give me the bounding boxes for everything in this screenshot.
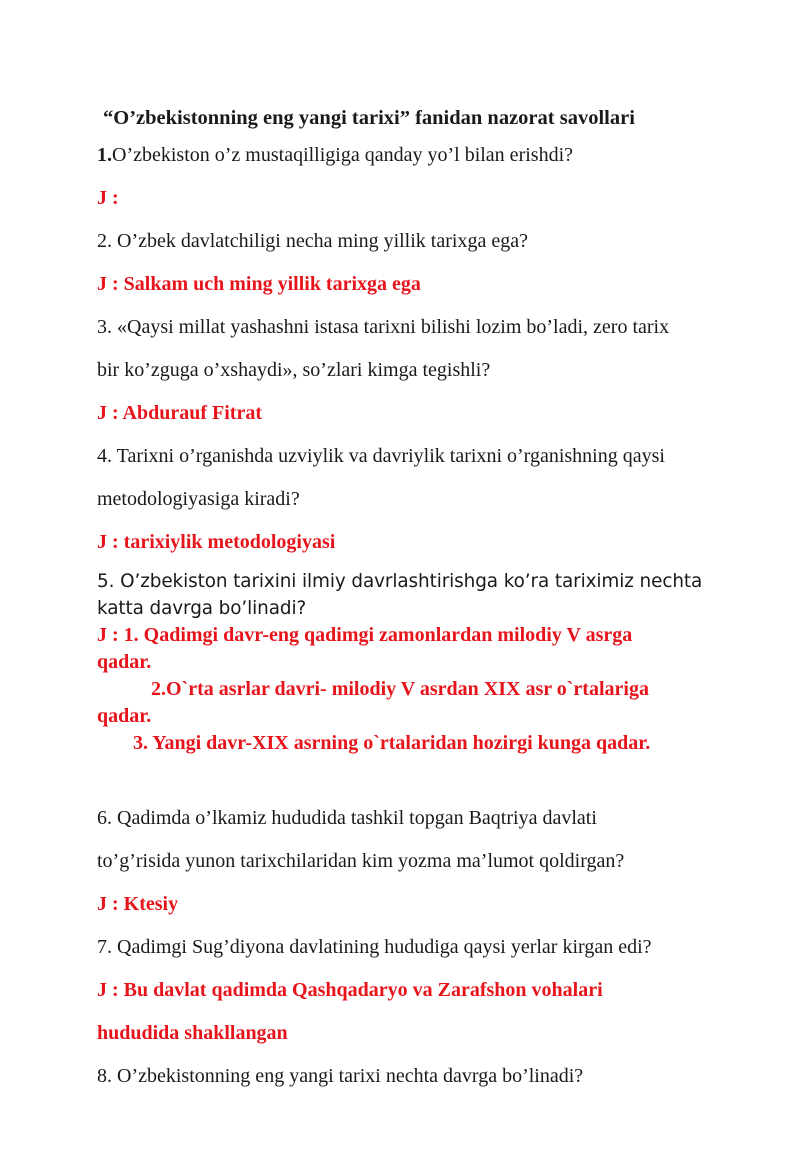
question-4-line-1: 4. Tarixni o’rganishda uzviylik va davriylik tarixni o’rganishning qaysi [97,445,665,467]
question-3 [97,306,787,392]
question-8: 8. O’zbekistonning eng yangi tarixi nechta davrga bo’linadi? [97,1065,584,1087]
question-2: 2. O’zbek davlatchiligi necha ming yillik tarixga ega? [97,230,528,252]
question-5-line-2: katta davrga bo’linadi? [97,598,307,619]
answer-5-line-4: qadar. [97,705,152,727]
answer-6: J : Ktesiy [97,893,179,915]
answer-1: J : [97,187,119,209]
answer-5-line-2: qadar. [97,651,152,673]
answer-4: J : tarixiylik metodologiyasi [97,531,336,553]
document-page [97,104,787,1098]
answer-7 [97,969,787,1055]
document-title: “O’zbekistonning eng yangi tarixi” fanidan nazorat savollari [103,107,635,129]
question-4-line-2: metodologiyasiga kiradi? [97,488,300,510]
answer-3: J : Abdurauf Fitrat [97,402,262,424]
question-7: 7. Qadimgi Sug’diyona davlatining hududiga qaysi yerlar kirgan edi? [97,936,652,958]
question-3-line-2: bir ko’zguga o’xshaydi», so’zlari kimga tegishli? [97,359,491,381]
question-5 [97,568,787,622]
blank-spacer [97,757,787,797]
answer-7-line-1: J : Bu davlat qadimda Qashqadaryo va Zarafshon vohalari [97,979,603,1001]
question-6-line-1: 6. Qadimda o’lkamiz hududida tashkil topgan Baqtriya davlati [97,807,597,829]
question-1-text: O’zbekiston o’z mustaqilligiga qanday yo’l bilan erishdi? [112,144,573,166]
question-1-number: 1. [97,144,112,166]
answer-5 [97,622,787,757]
answer-7-line-2: hududida shakllangan [97,1022,288,1044]
answer-5-line-3: 2.O`rta asrlar davri- milodiy V asrdan XIX asr o`rtalariga [151,678,649,700]
question-5-line-1: 5. O’zbekiston tarixini ilmiy davrlashtirishga ko’ra tariximiz nechta [97,571,703,592]
answer-5-line-1: J : 1. Qadimgi davr-eng qadimgi zamonlardan milodiy V asrga [97,624,633,646]
answer-5-line-5: 3. Yangi davr-XIX asrning o`rtalaridan hozirgi kunga qadar. [133,732,651,754]
question-3-line-1: 3. «Qaysi millat yashashni istasa tarixni bilishi lozim bo’ladi, zero tarix [97,316,670,338]
answer-2: J : Salkam uch ming yillik tarixga ega [97,273,421,295]
question-4 [97,435,787,521]
question-6-line-2: to’g’risida yunon tarixchilaridan kim yozma ma’lumot qoldirgan? [97,850,625,872]
question-1 [97,134,787,177]
question-6 [97,797,787,883]
